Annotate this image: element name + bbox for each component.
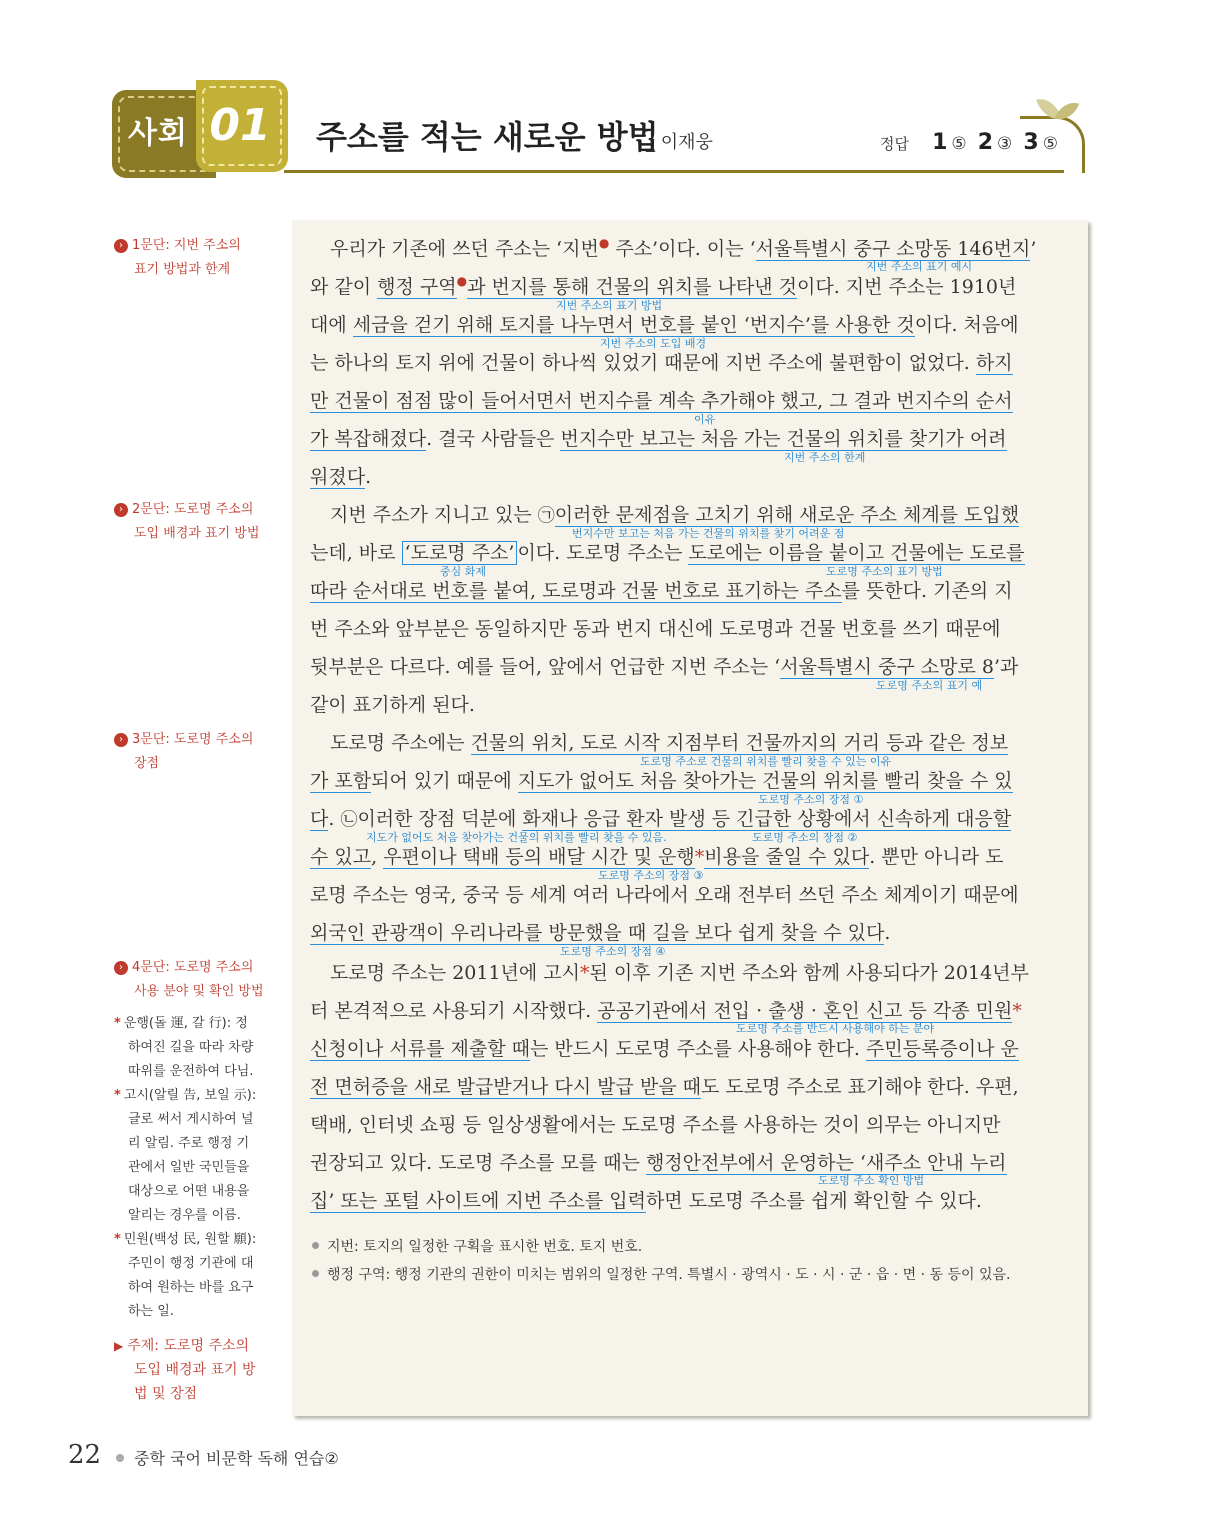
bullet-icon xyxy=(312,1270,319,1277)
summary-text: 3문단: 도로명 주소의 xyxy=(132,732,254,747)
annotation: 이유 xyxy=(694,413,716,426)
glossary-item xyxy=(114,1012,264,1084)
passage-line: 만 건물이 점점 많이 들어서면서 번지수를 계속 추가해야 했고, 그 결과 번지수의 순서 xyxy=(310,390,1013,412)
answer-choice: ⑤ xyxy=(1042,134,1058,154)
passage-line: 뒷부분은 다르다. 예를 들어, 앞에서 언급한 지번 주소는 ‘서울특별시 중구 소망로 8’과 xyxy=(310,656,1019,678)
annotation: 지번 주소의 한계 xyxy=(784,451,866,464)
triangle-right-icon: ▶ xyxy=(114,1339,124,1353)
paragraph-summary xyxy=(114,498,270,546)
glossary-text: 하여 원하는 바를 요구 xyxy=(128,1280,254,1295)
passage-line: 신청이나 서류를 제출할 때는 반드시 도로명 주소를 사용해야 한다. 주민등록증이나 운 xyxy=(310,1038,1019,1060)
answer-question: 2 xyxy=(977,130,994,155)
passage-line: 수 있고, 우편이나 택배 등의 배달 시간 및 운행*비용을 줄일 수 있다. 뿐만 아니라 도 xyxy=(310,846,1004,868)
summary-text: 도입 배경과 표기 방법 xyxy=(134,526,260,541)
glossary-text: 하여진 길을 따라 차량 xyxy=(128,1040,254,1055)
annotation: 도로명 주소를 반드시 사용해야 하는 분야 xyxy=(736,1022,935,1035)
annotation: 도로명 주소의 장점 ③ xyxy=(598,869,704,882)
glossary-text: 리 알림. 주로 행정 기 xyxy=(128,1136,250,1151)
passage-line: 터 본격적으로 사용되기 시작했다. 공공기관에서 전입 · 출생 · 혼인 신고 등 각종 민원* xyxy=(310,1000,1022,1022)
footnote: 행정 구역: 행정 기관의 권한이 미치는 범위의 일정한 구역. 특별시 · 광역시 · 도 · 시 · 군 · 읍 · 면 · 동 등이 있음. xyxy=(312,1264,1010,1284)
glossary-text: 주민이 행정 기관에 대 xyxy=(128,1256,254,1271)
asterisk-icon: * xyxy=(114,1016,121,1031)
passage-line: 로명 주소는 영국, 중국 등 세계 여러 나라에서 오래 전부터 쓰던 주소 체계이기 때문에 xyxy=(310,884,1019,906)
passage-line: 우리가 기존에 쓰던 주소는 ‘지번● 주소’이다. 이는 ‘서울특별시 중구 소망동 146번지’ xyxy=(330,236,1037,260)
passage-line: 전 면허증을 새로 발급받거나 다시 발급 받을 때도 도로명 주소로 표기해야 한다. 우편, xyxy=(310,1076,1019,1098)
passage-line: 대에 세금을 걷기 위해 토지를 나누면서 번호를 붙인 ‘번지수’를 사용한 것이다. 처음에 xyxy=(310,314,1019,336)
passage-line: 가 복잡해졌다. 결국 사람들은 번지수만 보고는 처음 가는 건물의 위치를 찾기가 어려 xyxy=(310,428,1007,450)
glossary-text: 하는 일. xyxy=(128,1304,174,1319)
glossary-text: 따위를 운전하여 다님. xyxy=(128,1064,254,1079)
subject-label: 사회 xyxy=(128,116,188,151)
annotation: 도로명 주소 확인 방법 xyxy=(818,1174,925,1187)
chevron-right-icon: › xyxy=(114,733,128,747)
glossary-text: 알리는 경우를 이름. xyxy=(128,1208,241,1223)
glossary-text: 민원(백성 民, 원할 願): xyxy=(123,1232,257,1247)
answer-label: 정답 xyxy=(880,135,909,153)
passage-line: 와 같이 행정 구역●과 번지를 통해 건물의 위치를 나타낸 것이다. 지번 주소는 1910년 xyxy=(310,274,1017,298)
glossary-text: 대상으로 어떤 내용을 xyxy=(128,1184,250,1199)
glossary-text: 글로 써서 게시하여 널 xyxy=(128,1112,254,1127)
summary-text: 2문단: 도로명 주소의 xyxy=(132,502,254,517)
annotation: 도로명 주소의 장점 ① xyxy=(758,793,864,806)
passage-line: 같이 표기하게 된다. xyxy=(310,694,475,716)
summary-text: 장점 xyxy=(134,756,160,771)
passage-line: 따라 순서대로 번호를 붙여, 도로명과 건물 번호로 표기하는 주소를 뜻한다. 기존의 지 xyxy=(310,580,1013,602)
theme-text: 법 및 장점 xyxy=(134,1386,197,1402)
chevron-right-icon: › xyxy=(114,239,128,253)
paragraph-summary xyxy=(114,234,270,282)
annotation: 중심 화제 xyxy=(440,565,487,578)
annotation: 지도가 없어도 처음 찾아가는 건물의 위치를 빨리 찾을 수 있음. xyxy=(366,831,667,844)
page-number: 22 xyxy=(68,1440,102,1470)
theme-summary xyxy=(114,1334,266,1406)
answer-choice: ⑤ xyxy=(951,134,967,154)
footnote: 지번: 토지의 일정한 구획을 표시한 번호. 토지 번호. xyxy=(312,1236,642,1256)
annotation: 도로명 주소의 장점 ② xyxy=(752,831,858,844)
paragraph-summary xyxy=(114,728,270,776)
answer-choice: ③ xyxy=(997,134,1013,154)
answer-question: 1 xyxy=(932,130,948,155)
annotation: 지번 주소의 도입 배경 xyxy=(600,337,707,350)
summary-text: 4문단: 도로명 주소의 xyxy=(132,960,254,975)
passage-line: 번 주소와 앞부분은 동일하지만 동과 번지 대신에 도로명과 건물 번호를 쓰기 때문에 xyxy=(310,618,1001,640)
header-rule xyxy=(284,170,1064,173)
annotation: 지번 주소의 표기 방법 xyxy=(556,299,663,312)
book-title: 중학 국어 비문학 독해 연습② xyxy=(134,1449,339,1468)
passage-line: 워졌다. xyxy=(310,466,372,488)
summary-text: 1문단: 지번 주소의 xyxy=(132,238,241,253)
lesson-number: 01 xyxy=(209,100,271,151)
passage-line: 도로명 주소에는 건물의 위치, 도로 시작 지점부터 건물까지의 거리 등과 같은 정보 xyxy=(330,732,1009,754)
paragraph-summary xyxy=(114,956,270,1004)
passage-line: 도로명 주소는 2011년에 고시*된 이후 기존 지번 주소와 함께 사용되다가 2014년부 xyxy=(330,962,1029,984)
bullet-icon xyxy=(116,1454,124,1462)
passage-line: 가 포함되어 있기 때문에 지도가 없어도 처음 찾아가는 건물의 위치를 빨리 찾을 수 있 xyxy=(310,770,1013,792)
annotation: 번지수만 보고는 처음 가는 건물의 위치를 찾기 어려운 점 xyxy=(572,527,845,540)
page-title: 주소를 적는 새로운 방법 xyxy=(316,118,659,156)
passage-line: 는 하나의 토지 위에 건물이 하나씩 있었기 때문에 지번 주소에 불편함이 없었다. 하지 xyxy=(310,352,1013,374)
annotation: 도로명 주소의 표기 예 xyxy=(876,679,983,692)
theme-text: 도입 배경과 표기 방 xyxy=(134,1362,256,1378)
chevron-right-icon: › xyxy=(114,961,128,975)
answer-key xyxy=(880,130,1058,155)
annotation: 도로명 주소로 건물의 위치를 빨리 찾을 수 있는 이유 xyxy=(640,755,892,768)
chevron-right-icon: › xyxy=(114,503,128,517)
asterisk-icon: * xyxy=(114,1232,121,1247)
asterisk-icon: * xyxy=(114,1088,121,1103)
annotation: 도로명 주소의 표기 방법 xyxy=(826,565,943,578)
passage-line: 는데, 바로 ‘도로명 주소’ 이다. 도로명 주소는 도로에는 이름을 붙이고 건물에는 도로를 xyxy=(310,542,1025,564)
theme-text: 주제: 도로명 주소의 xyxy=(127,1338,250,1354)
bullet-icon xyxy=(312,1242,319,1249)
passage-line: 권장되고 있다. 도로명 주소를 모를 때는 행정안전부에서 운영하는 ‘새주소 안내 누리 xyxy=(310,1152,1007,1174)
passage-line: 택배, 인터넷 쇼핑 등 일상생활에서는 도로명 주소를 사용하는 것이 의무는 아니지만 xyxy=(310,1114,1001,1136)
answer-question: 3 xyxy=(1023,130,1039,155)
annotation: 지번 주소의 표기 예시 xyxy=(866,260,973,273)
summary-text: 사용 분야 및 확인 방법 xyxy=(134,984,264,999)
passage-line: 집’ 또는 포털 사이트에 지번 주소를 입력하면 도로명 주소를 쉽게 확인할 수 있다. xyxy=(310,1190,982,1212)
glossary-text: 운행(돌 運, 갈 行): 정 xyxy=(123,1016,248,1031)
passage-line: 지번 주소가 지니고 있는 ㉠이러한 문제점을 고치기 위해 새로운 주소 체계를 도입했 xyxy=(330,504,1020,526)
passage-line: 다. ㉡이러한 장점 덕분에 화재나 응급 환자 발생 등 긴급한 상황에서 신속하게 대응할 xyxy=(310,808,1012,830)
author: _ 이재웅 xyxy=(646,132,713,153)
glossary-text: 고시(알릴 告, 보일 示): xyxy=(123,1088,257,1103)
summary-text: 표기 방법과 한계 xyxy=(134,262,231,277)
passage-line: 외국인 관광객이 우리나라를 방문했을 때 길을 보다 쉽게 찾을 수 있다. xyxy=(310,922,891,944)
annotation: 도로명 주소의 장점 ④ xyxy=(560,945,666,958)
glossary-text: 관에서 일반 국민들을 xyxy=(128,1160,250,1175)
glossary-item xyxy=(114,1228,264,1324)
glossary-item xyxy=(114,1084,264,1228)
